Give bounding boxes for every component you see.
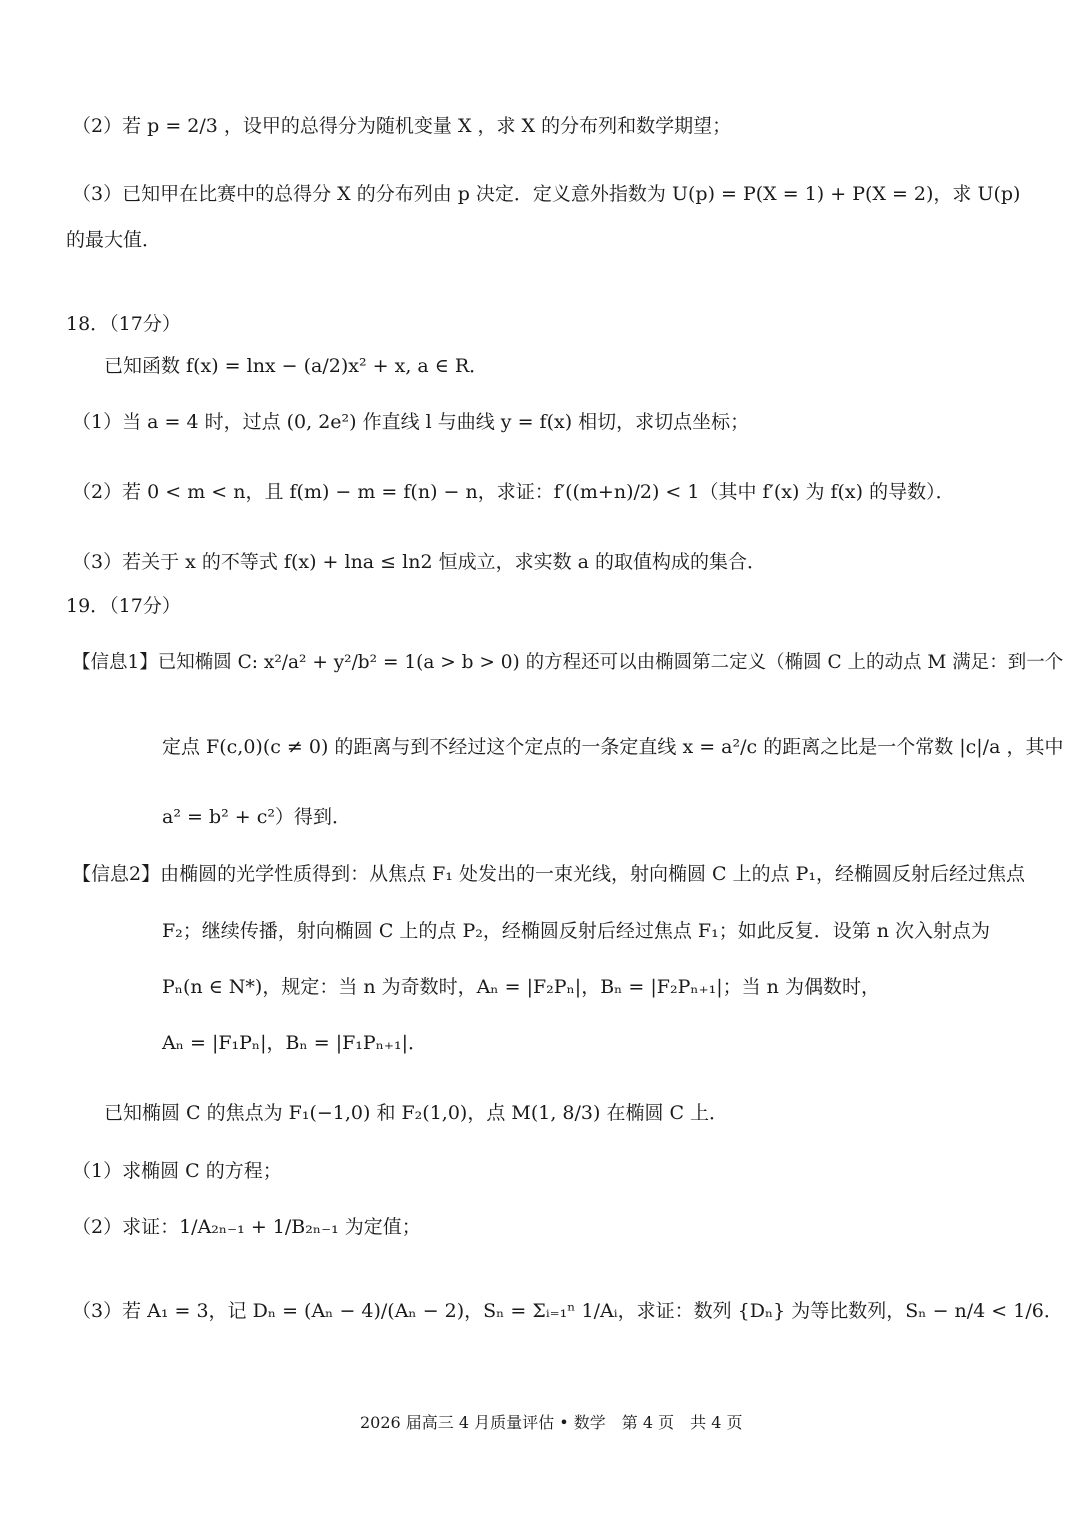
q17-part2: （2）若 p = 2/3 ，设甲的总得分为随机变量 X ，求 X 的分布列和数学期望； xyxy=(72,115,732,137)
q19-info1-line3: a² = b² + c²）得到． xyxy=(162,806,351,828)
q18-stem: 已知函数 f(x) = lnx − (a/2)x² + x, a ∈ R． xyxy=(104,355,489,377)
q19-part2: （2）求证：1/A₂ₙ₋₁ + 1/B₂ₙ₋₁ 为定值； xyxy=(72,1216,421,1238)
q19-info1-line2: 定点 F(c,0)(c ≠ 0) 的距离与到不经过这个定点的一条定直线 x = a²/c 的距离之比是一个常数 |c|/a ，其中 xyxy=(162,736,1064,758)
q18-part2: （2）若 0 < m < n，且 f(m) − m = f(n) − n，求证：f′((m+n)/2) < 1（其中 f′(x) 为 f(x) 的导数）． xyxy=(72,481,955,503)
q19-info2-line1: 【信息2】由椭圆的光学性质得到：从焦点 F₁ 处发出的一束光线，射向椭圆 C 上的点 P₁，经椭圆反射后经过焦点 xyxy=(72,863,1026,885)
q18-part3: （3）若关于 x 的不等式 f(x) + lna ≤ ln2 恒成立，求实数 a 的取值构成的集合． xyxy=(72,551,766,573)
q18-part1: （1）当 a = 4 时，过点 (0, 2e²) 作直线 l 与曲线 y = f(x) 相切，求切点坐标； xyxy=(72,411,750,433)
q19-given: 已知椭圆 C 的焦点为 F₁(−1,0) 和 F₂(1,0)，点 M(1, 8/3) 在椭圆 C 上． xyxy=(104,1102,729,1124)
q19-part1: （1）求椭圆 C 的方程； xyxy=(72,1160,282,1182)
q19-part3: （3）若 A₁ = 3，记 Dₙ = (Aₙ − 4)/(Aₙ − 2)，Sₙ = Σᵢ₌₁ⁿ 1/Aᵢ，求证：数列 {Dₙ} 为等比数列，Sₙ − n/4 < 1/6． xyxy=(72,1300,1063,1322)
q19-info2-line3: Pₙ(n ∈ N*)，规定：当 n 为奇数时，Aₙ = |F₂Pₙ|，Bₙ = |F₂Pₙ₊₁|；当 n 为偶数时， xyxy=(162,976,880,998)
q17-part3-line2: 的最大值． xyxy=(66,229,162,251)
page-footer: 2026 届高三 4 月质量评估 • 数学 第 4 页 共 4 页 xyxy=(360,1413,743,1432)
q19-info2-line2: F₂；继续传播，射向椭圆 C 上的点 P₂，经椭圆反射后经过焦点 F₁；如此反复．设第 n 次入射点为 xyxy=(162,920,991,942)
q19-info2-line4: Aₙ = |F₁Pₙ|，Bₙ = |F₁Pₙ₊₁|． xyxy=(162,1032,427,1054)
q18-header: 18．（17分） xyxy=(66,313,181,335)
q19-header: 19．（17分） xyxy=(66,595,181,617)
q19-info1-line1: 【信息1】已知椭圆 C: x²/a² + y²/b² = 1(a > b > 0) 的方程还可以由椭圆第二定义（椭圆 C 上的动点 M 满足：到一个 xyxy=(72,652,1064,673)
q17-part3-line1: （3）已知甲在比赛中的总得分 X 的分布列由 p 决定．定义意外指数为 U(p) = P(X = 1) + P(X = 2)，求 U(p) xyxy=(72,183,1021,205)
